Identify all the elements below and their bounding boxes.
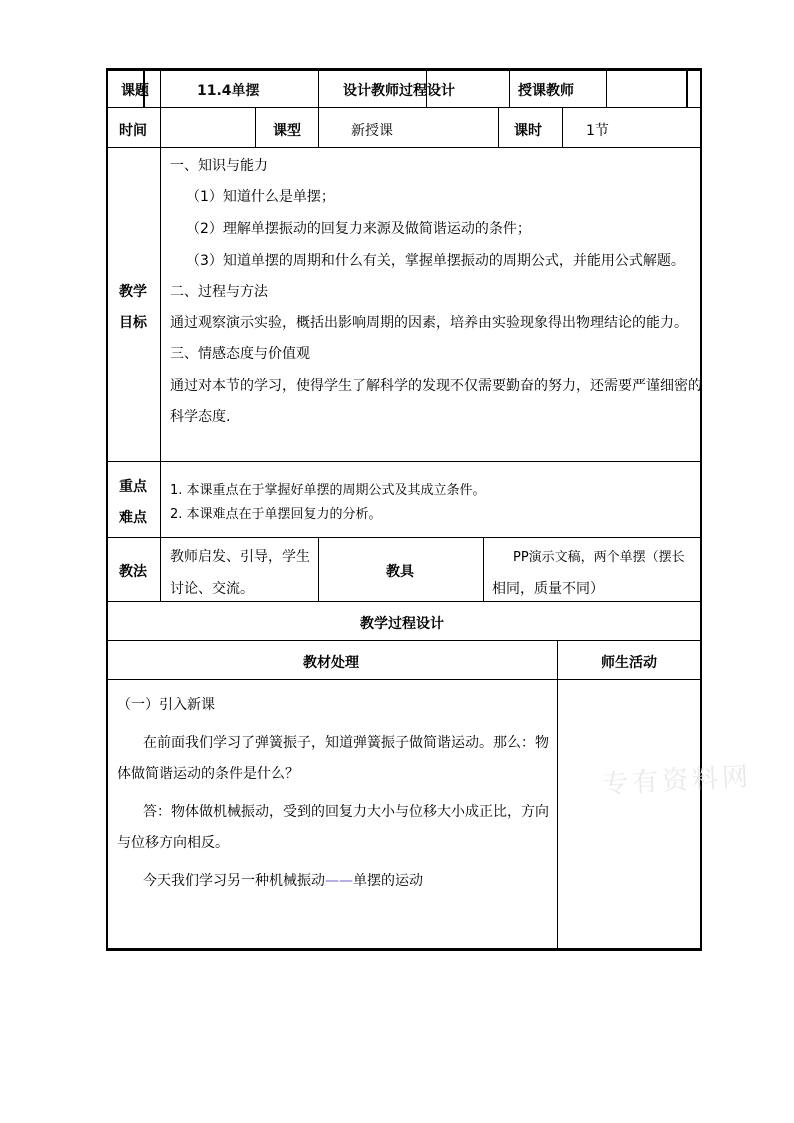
type-label: 课型 [273,123,301,139]
row-divider [106,147,702,148]
col-divider [557,640,558,950]
objective-heading-3: 三、情感态度与价值观 [170,346,310,362]
methods-value-1: 教师启发、引导，学生 [170,549,310,565]
col-divider [606,70,607,108]
objective-heading-1: 一、知识与能力 [170,158,268,174]
tools-label: 教具 [386,564,414,580]
row-divider [106,640,702,641]
paragraph-2b: 与位移方向相反。 [117,835,229,851]
col-divider [160,70,161,108]
process-title: 教学过程设计 [360,616,444,632]
tools-value-1: PP演示文稿，两个单摆（摆长 [513,550,685,565]
col-divider [318,70,319,108]
objective-heading-2: 二、过程与方法 [170,284,268,300]
objectives-label-1: 教学 [119,284,147,300]
objective-paragraph-2: 通过观察演示实验，概括出影响周期的因素，培养由实验现象得出物理结论的能力。 [170,315,688,331]
hours-label: 课时 [514,123,542,139]
col-divider [686,70,688,108]
hours-value: 1节 [586,123,609,139]
col-divider [318,537,319,602]
methods-label: 教法 [119,564,147,580]
keypoint-1: 1. 本课重点在于掌握好单摆的周期公式及其成立条件。 [170,483,486,498]
tools-value-2: 相同，质量不同） [492,581,604,597]
col-divider [160,147,161,602]
paragraph-1b: 体做简谐运动的条件是什么？ [117,766,299,782]
row-divider [106,537,702,538]
process-col-1: 教材处理 [303,655,359,671]
col-divider [483,537,484,602]
col-divider [160,107,161,148]
paragraph-3-prefix: 今天我们学习另一种机械振动 [143,873,325,889]
col-divider [498,107,499,148]
methods-value-2: 讨论、交流。 [170,581,254,597]
topic-value: 11.4单摆 [197,83,260,99]
process-col-2: 师生活动 [601,655,657,671]
row-divider [106,461,702,462]
paragraph-1a: 在前面我们学习了弹簧振子，知道弹簧振子做简谐运动。那么：物 [143,735,549,751]
paragraph-3-suffix: 单摆的运动 [353,873,423,889]
keypoint-2: 2. 本课难点在于单摆回复力的分析。 [170,507,382,522]
objective-paragraph-3b: 科学态度. [170,409,231,425]
paragraph-3 [143,870,423,890]
type-value: 新授课 [351,123,393,139]
col-divider [509,70,510,108]
keypoints-label-1: 重点 [119,479,147,495]
keypoints-label-2: 难点 [119,510,147,526]
col-divider [318,107,319,148]
design-title: 设计教师过程设计 [343,83,455,99]
objective-item-2: （2）理解单摆振动的回复力来源及做简谐运动的条件； [186,221,531,237]
objectives-label-2: 目标 [119,315,147,331]
paragraph-2a: 答：物体做机械振动，受到的回复力大小与位移大小成正比，方向 [143,804,549,820]
teacher-label: 授课教师 [518,83,574,99]
objective-paragraph-3a: 通过对本节的学习，使得学生了解科学的发现不仅需要勤奋的努力，还需要严谨细密的 [170,378,702,394]
paragraph-3-dash: —— [325,873,353,889]
objective-item-3: （3）知道单摆的周期和什么有关，掌握单摆振动的周期公式，并能用公式解题。 [186,253,685,269]
topic-label: 课题 [121,83,149,99]
row-divider [106,679,702,680]
time-label: 时间 [119,123,147,139]
row-divider [106,107,702,108]
section-title: （一）引入新课 [117,697,215,713]
objective-item-1: （1）知道什么是单摆； [186,189,335,205]
col-divider [562,107,563,148]
col-divider [255,107,256,148]
watermark: 专有资料网 [601,762,753,800]
row-divider [106,601,702,602]
